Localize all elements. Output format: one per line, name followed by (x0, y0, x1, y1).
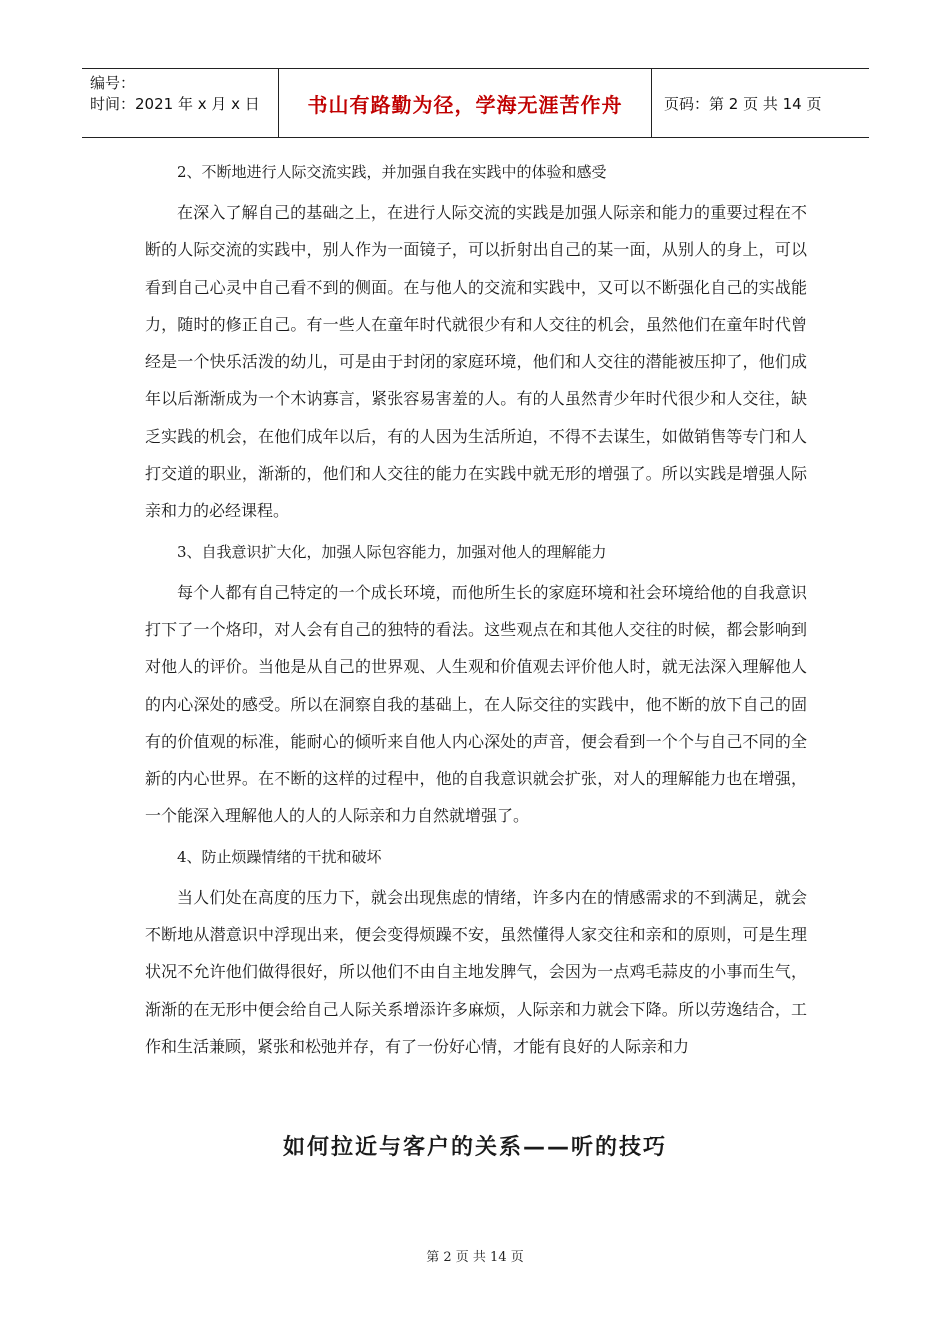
page-footer: 第 2 页 共 14 页 (426, 1250, 524, 1265)
section-heading-3: 3、自我意识扩大化，加强人际包容能力，加强对他人的理解能力 (177, 542, 607, 561)
date-label: 时间：2021 年 x 月 x 日 (90, 95, 260, 113)
header-meta (82, 69, 279, 137)
document-body (145, 150, 807, 1065)
header-motto: 书山有路勤为径，学海无涯苦作舟 (279, 69, 652, 137)
article-title: 如何拉近与客户的关系——听的技巧 (282, 1135, 667, 1160)
number-label: 编号： (90, 74, 136, 92)
header-page-info: 页码：第 2 页 共 14 页 (664, 94, 822, 113)
section-heading-2: 2、不断地进行人际交流实践，并加强自我在实践中的体验和感受 (177, 163, 607, 181)
page-header (82, 68, 869, 138)
paragraph-4: 当人们处在高度的压力下，就会出现焦虑的情绪，许多内在的情感需求的不到满足，就会不断地从潜意识中浮现出来，便会变得烦躁不安，虽然懂得人家交往和亲和的原则，可是生理状况不允许他们做得很好，所以他们不由自主地发脾气，会因为一点鸡毛蒜皮的小事而生气，渐渐的在无形中便会给自己人际关系增添许多麻烦，人际亲和力就会下降。所以劳逸结合，工作和生活兼顾，紧张和松弛并存，有了一份好心情，才能有良好的人际亲和力 (145, 887, 807, 1056)
paragraph-3: 每个人都有自己特定的一个成长环境，而他所生长的家庭环境和社会环境给他的自我意识打下了一个烙印，对人会有自己的独特的看法。这些观点在和其他人交往的时候，都会影响到对他人的评价。当他是从自己的世界观、人生观和价值观去评价他人时，就无法深入理解他人的内心深处的感受。所以在洞察自我的基础上，在人际交往的实践中，他不断的放下自己的固有的价值观的标准，能耐心的倾听来自他人内心深处的声音，便会看到一个个与自己不同的全新的内心世界。在不断的这样的过程中，他的自我意识就会扩张，对人的理解能力也在增强，一个能深入理解他人的人的人际亲和力自然就增强了。 (145, 582, 807, 826)
paragraph-2: 在深入了解自己的基础之上，在进行人际交流的实践是加强人际亲和能力的重要过程在不断的人际交流的实践中，别人作为一面镜子，可以折射出自己的某一面，从别人的身上，可以看到自己心灵中自己看不到的侧面。在与他人的交流和实践中，又可以不断强化自己的实战能力，随时的修正自己。有一些人在童年时代就很少有和人交往的机会，虽然他们在童年时代曾经是一个快乐活泼的幼儿，可是由于封闭的家庭环境，他们和人交往的潜能被压抑了，他们成年以后渐渐成为一个木讷寡言，紧张容易害羞的人。有的人虽然青少年时代很少和人交往，缺乏实践的机会，在他们成年以后，有的人因为生活所迫，不得不去谋生，如做销售等专门和人打交道的职业，渐渐的，他们和人交往的能力在实践中就无形的增强了。所以实践是增强人际亲和力的必经课程。 (145, 203, 807, 521)
section-heading-4: 4、防止烦躁情绪的干扰和破坏 (177, 847, 382, 866)
